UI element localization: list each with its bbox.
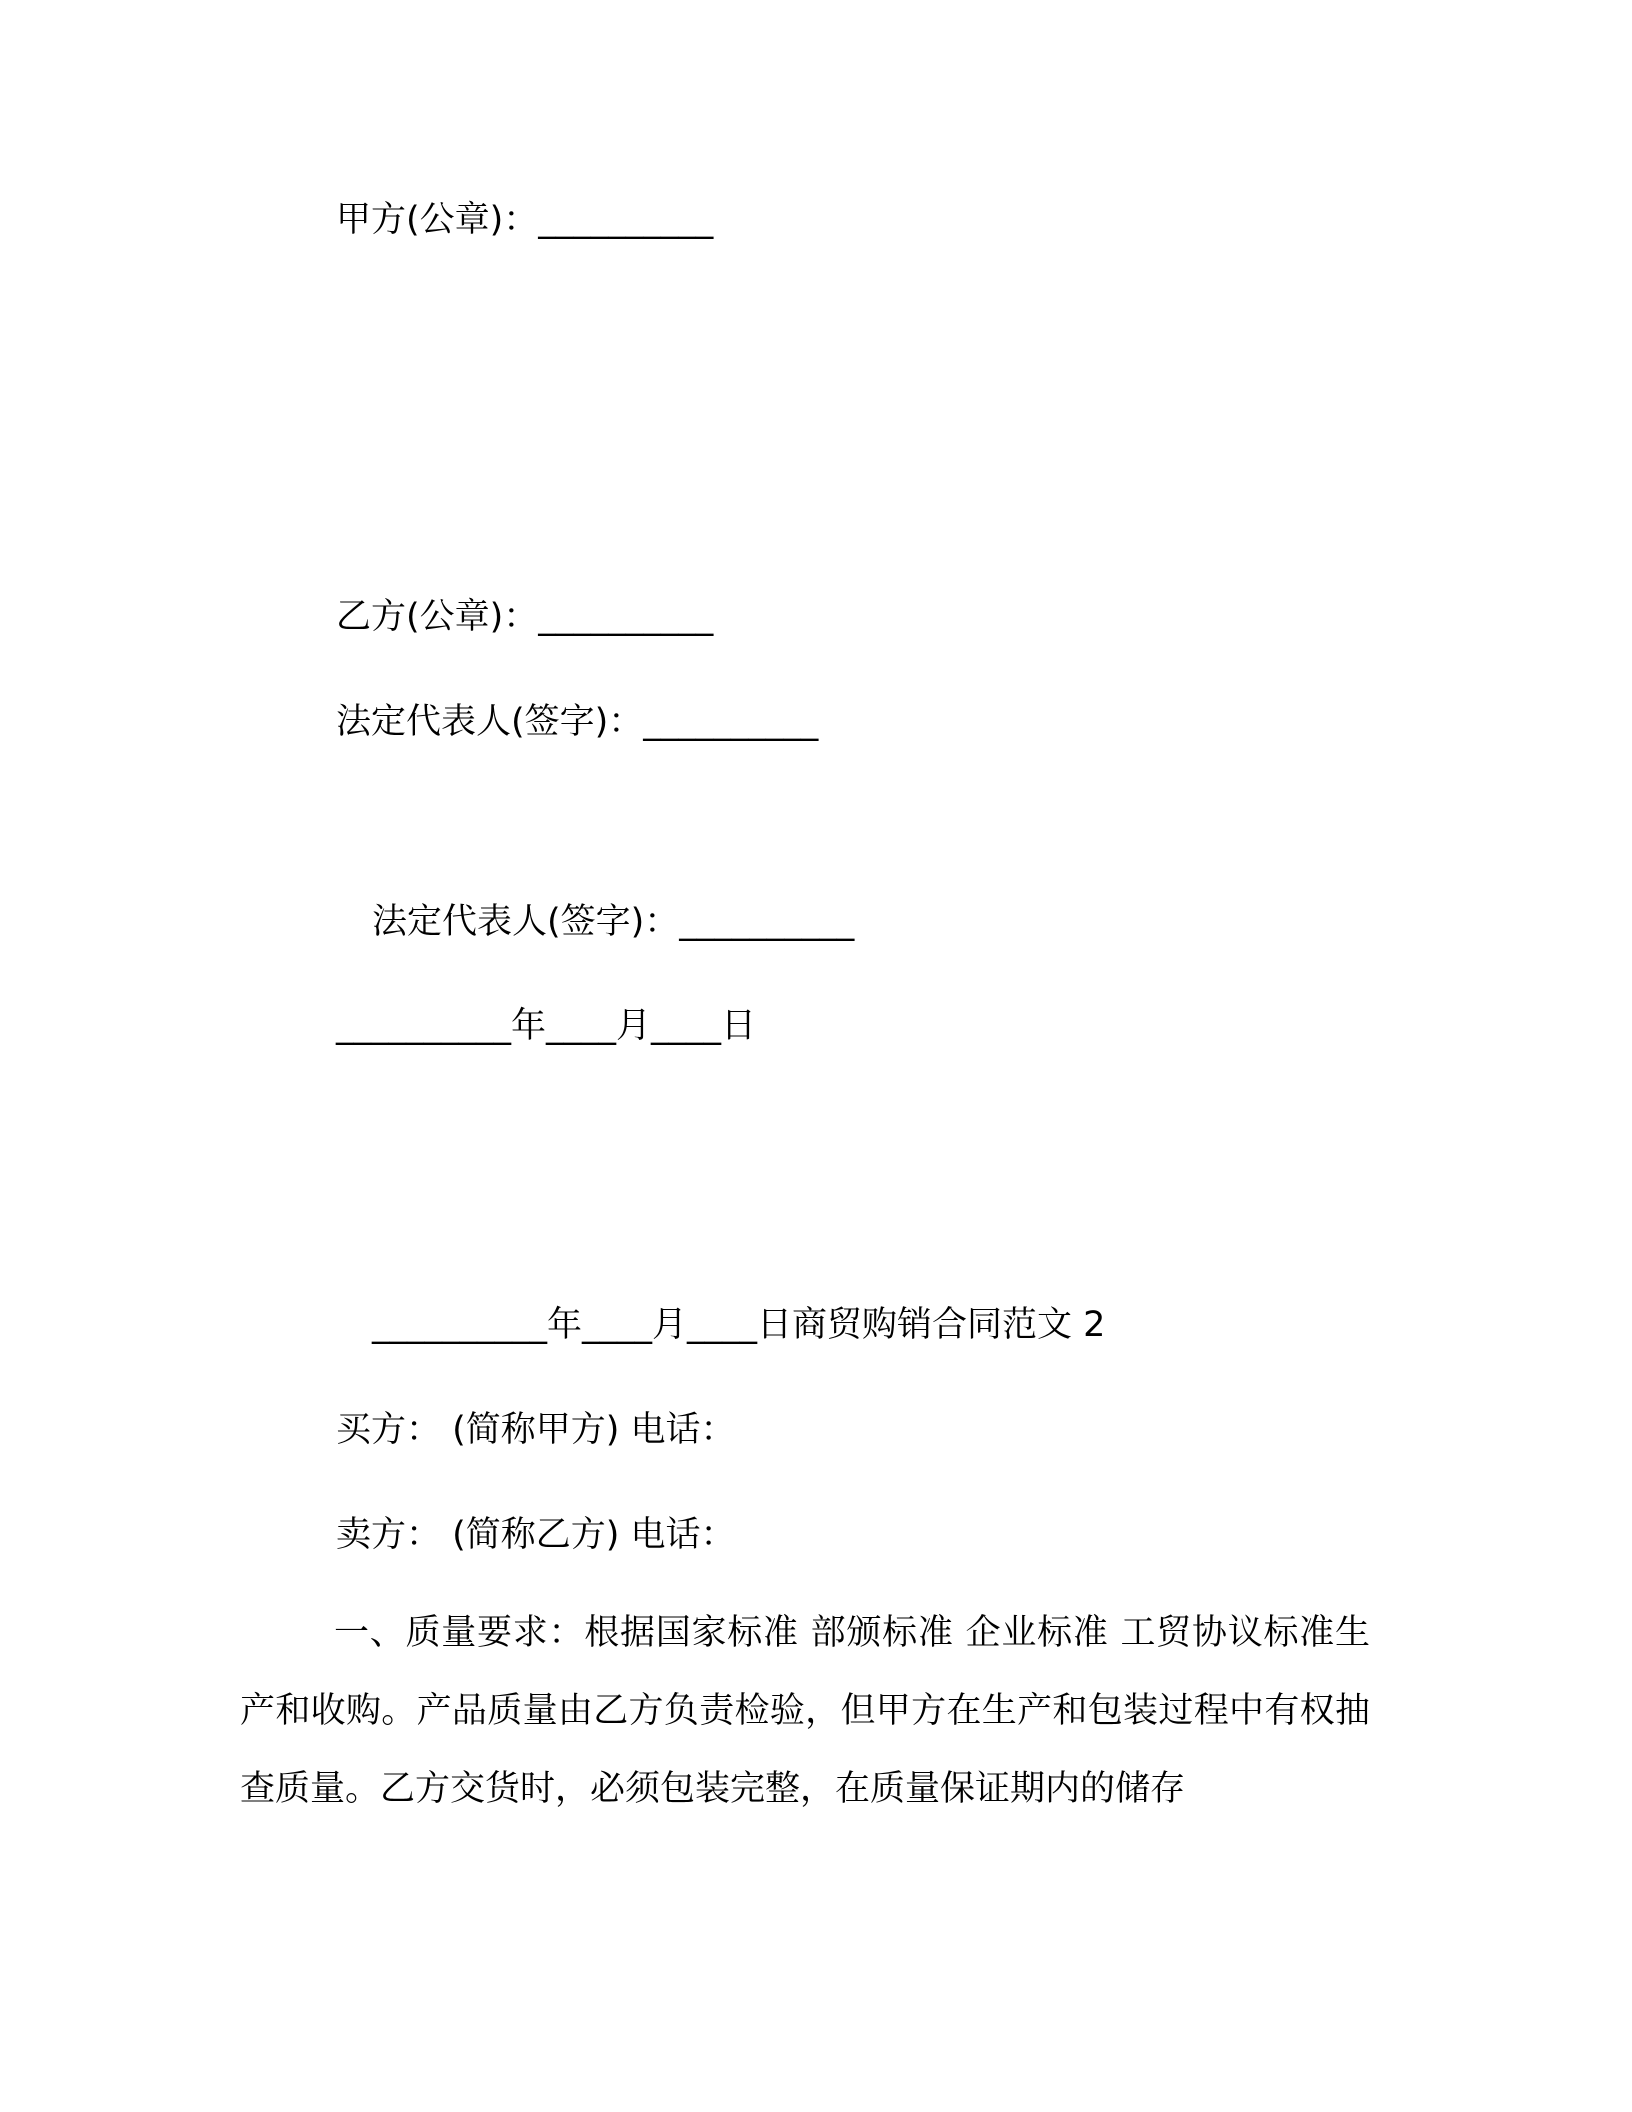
party-b-seal-line: 乙方(公章)：__________ xyxy=(336,597,714,637)
legal-representative-line-2: 法定代表人(签字)：__________ xyxy=(372,902,855,942)
party-a-seal-line: 甲方(公章)：__________ xyxy=(336,200,714,240)
section-title: __________年____月____日商贸购销合同范文 2 xyxy=(372,1305,1106,1345)
date-line: __________年____月____日 xyxy=(336,1006,757,1046)
seller-line: 卖方： (简称乙方) 电话： xyxy=(336,1515,736,1555)
buyer-line: 买方： (简称甲方) 电话： xyxy=(336,1410,736,1450)
legal-representative-line: 法定代表人(签字)：__________ xyxy=(336,702,819,742)
clause-quality-requirements: 一、质量要求：根据国家标准 部颁标准 企业标准 工贸协议标准生产和收购。产品质量由乙方负责检验，但甲方在生产和包装过程中有权抽查质量。乙方交货时，必须包装完整，在质量保证期内的储存 xyxy=(240,1613,1370,1809)
